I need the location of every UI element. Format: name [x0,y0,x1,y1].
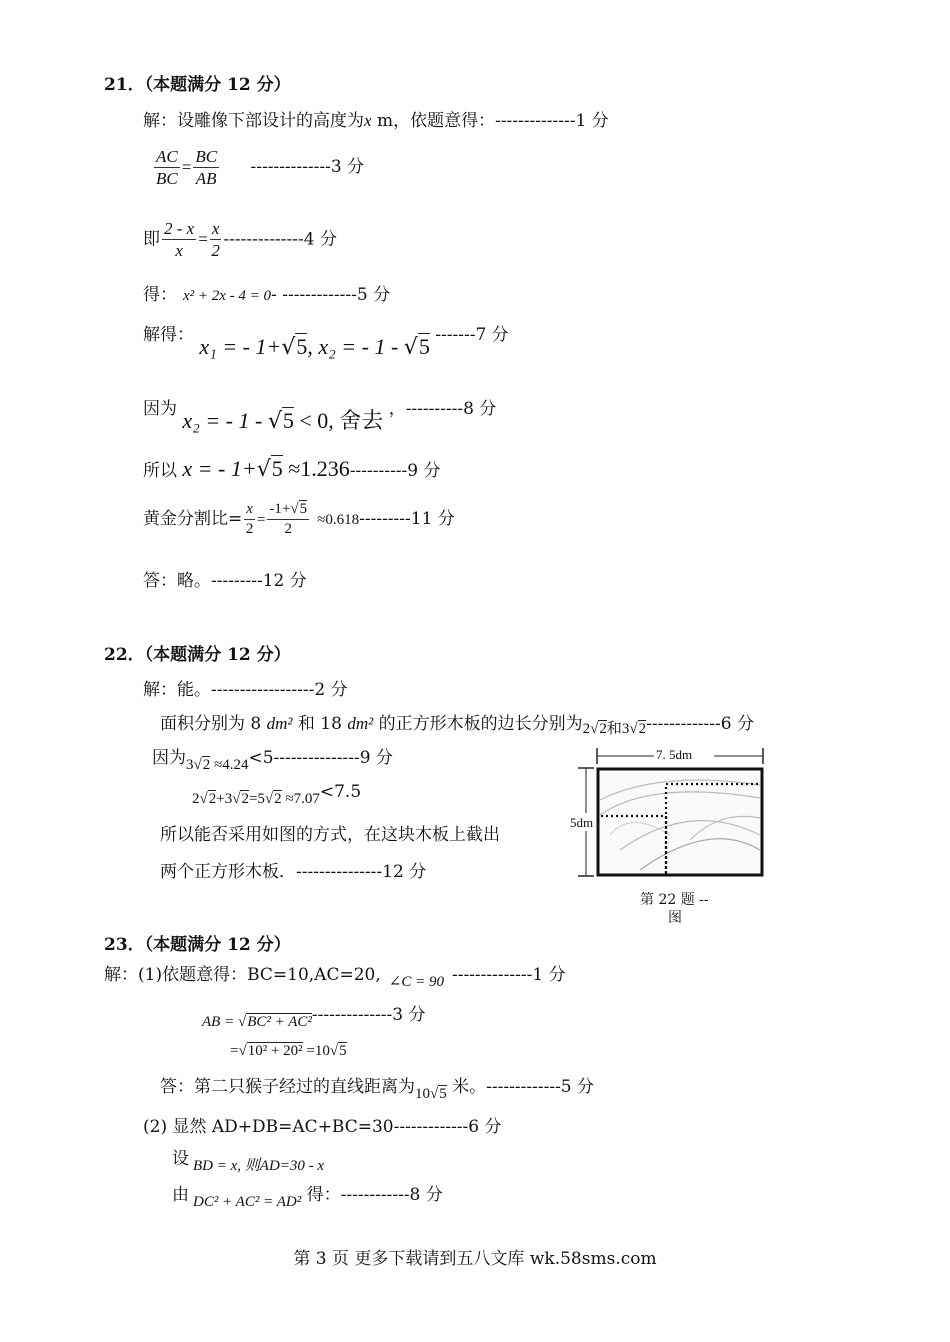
q21-eq2 [143,218,337,262]
q21-eq7-approx: ≈0.618 [317,511,360,528]
q21-eq6-score: ----------9 分 [349,461,441,481]
q21-eq1 [152,146,364,190]
q21-eq2-equals: = [198,229,208,249]
q23-line3-rad: 10² + 20² [247,1043,303,1059]
q23-line2: AB = √BC² + AC²--------------3 分 [202,1005,426,1030]
q22-line2-score: -------------6 分 [646,714,755,734]
q21-eq1-right-num: BC [193,146,219,168]
q23-line2-rad: BC² + AC² [247,1014,312,1030]
q21-eq5-rad: 5 [282,408,294,433]
q21-eq7-equals: = [256,511,266,528]
q22-line4-e: <7.5 [319,782,362,802]
q22-line1: 解：能。------------------2 分 [143,680,348,700]
q21-eq6: 所以 x = - 1+√5 ≈1.236----------9 分 [143,456,441,482]
q21-eq7-left-num: x [244,500,255,520]
q21-eq2-score: --------------4 分 [223,229,337,250]
q23-line7 [172,1180,443,1210]
q22-line3-rad: 2 [202,757,211,773]
q23-line1 [104,960,566,990]
q21-eq4-x2: , x₂ = - 1 - [307,334,404,359]
q21-eq4-rad1: 5 [296,334,308,359]
q21-eq2-right-den: 2 [211,241,220,261]
q23-line3-b: =10 [302,1043,330,1059]
q21-eq5-comma: ， [388,399,406,419]
q21-intro-text: 解：设雕像下部设计的高度为 [143,111,364,131]
figure-caption-1: 第 22 题 -- [640,892,709,908]
q22-line6: 两个正方形木板．---------------12 分 [160,862,427,882]
q21-intro-var: x [364,111,372,130]
q23-line1-angle: ∠C = 90 [388,974,444,990]
q23-line6-expr: BD = x, 则AD=30 - x [193,1158,325,1174]
q21-eq3-score: - -------------5 分 [271,285,391,305]
q21-intro [143,106,609,131]
q21-eq1-left-den: BC [156,169,178,189]
q21-eq4: 解得： x₁ = - 1+√5, x₂ = - 1 - √5 -------7 分 [143,325,509,360]
q23-line2-ab: AB = [202,1014,238,1030]
q23-line3: =√10² + 20² =10√5 [230,1043,347,1059]
q21-eq3-prefix: 得： [143,285,177,305]
q21-eq1-equals: = [181,157,192,177]
q22-line4-b: +3 [216,791,233,807]
q22-line3-k: 3 [186,757,194,773]
q23-line1-score: --------------1 分 [451,965,566,985]
q21-eq1-right-den: AB [195,169,217,189]
q22-line4-rc: 2 [274,791,282,807]
q22-figure [570,740,780,930]
q21-answer: 答：略。---------12 分 [143,571,307,591]
q22-line2-text-a: 面积分别为 8 [160,714,267,734]
q21-eq4-score: -------7 分 [435,325,509,345]
q21-eq5-prefix: 因为 [143,399,177,419]
q21-eq7: 黄金分割比= $\frac{x}{2}$ = $\frac{-1+√5}{2}$ ≈0.618---------11 分 [143,501,455,537]
q22-line3-approx: ≈4.24 [210,757,249,773]
q21-eq5-score: ----------8 分 [405,399,497,419]
q21-eq4-rad2: 5 [418,334,430,359]
q22-line2-unit-a: dm² [266,714,293,733]
q21-eq5-x2: x₂ = - 1 - [182,408,268,433]
q23-line7-score: 得：------------8 分 [301,1185,443,1205]
q22-line5: 所以能否采用如图的方式，在这块木板上截出 [160,825,500,845]
q21-eq5: 因为 x₂ = - 1 - √5 < 0, 舍去 ，----------8 分 [143,399,497,434]
q21-eq7-right-den: 2 [284,520,292,537]
q22-line3-rest: <5---------------9 分 [248,748,393,768]
page-footer: 第 3 页 更多下载请到五八文库 wk.58sms.com [293,1249,657,1269]
q21-eq4-x1: x₁ = - 1+ [199,334,282,359]
q23-line1-text: 解：(1)依题意得：BC=10,AC=20, [104,965,381,985]
q21-eq7-left-den: 2 [245,520,254,537]
q23-line6-prefix: 设 [172,1149,189,1169]
q22-line3-prefix: 因为 [152,748,186,768]
q21-eq6-rad: 5 [271,456,283,481]
q22-line4-rb: 2 [241,791,249,807]
q22-line2-unit-b: dm² [347,714,374,733]
q22-line3: 因为3√2 ≈4.24<5---------------9 分 [152,748,393,773]
q22-header: 22．（本题满分 12 分） [104,645,291,665]
q23-line6 [172,1144,325,1174]
q21-eq7-prefix: 黄金分割比= [143,508,243,529]
q23-line4-text: 答：第二只猴子经过的直线距离为 [160,1077,415,1097]
q21-eq2-left-den: x [175,241,183,261]
q21-eq5-rest: < 0, 舍去 [293,408,384,433]
q21-eq2-left-num: 2 - x [162,218,196,240]
q22-line4-c: =5 [248,791,265,807]
q23-line7-expr: DC² + AC² = AD² [193,1194,302,1210]
q23-line7-prefix: 由 [172,1185,189,1205]
q22-line2-and: 和 [606,721,622,737]
figure-width-label: 7. 5dm [656,747,693,762]
q21-eq6-approx: ≈1.236 [282,456,350,481]
q22-line2-k2: 3 [621,721,630,737]
q23-line4-rad: 5 [439,1086,447,1102]
q21-eq1-score: --------------3 分 [250,157,365,178]
q23-line4-rest: 米。-------------5 分 [446,1077,595,1097]
q23-line5: (2) 显然 AD+DB=AC+BC=30-------------6 分 [143,1117,502,1137]
q22-line4-d: ≈7.07 [281,791,320,807]
q21-eq6-x: x = - 1+ [182,456,257,481]
q21-eq7-score: ---------11 分 [359,508,455,529]
q22-line2-r1: 2 [599,721,607,737]
q23-line4-k: 10 [415,1086,430,1102]
q23-header: 23．（本题满分 12 分） [104,935,291,955]
q21-header: 21．（本题满分 12 分） [104,75,291,95]
q21-intro-score: m，依题意得：--------------1 分 [371,111,609,131]
q21-eq2-prefix: 即 [143,229,160,250]
q21-eq7-right-rad: 5 [299,501,308,517]
q22-line2-text-b: 和 18 [292,714,348,734]
q22-line4-a: 2 [192,791,200,807]
figure-caption-2: 图 [668,910,682,926]
q22-line2: 面积分别为 8 dm² 和 18 dm² 的正方形木板的边长分别为2√2和3√2-------------6 分 [160,714,755,737]
q23-line3-eq: = [230,1043,239,1059]
q22-line2-text-c: 的正方形木板的边长分别为 [373,714,583,734]
q21-eq1-left-num: AC [154,146,180,168]
q23-line3-rad2: 5 [339,1043,347,1059]
figure-height-label: 5dm [570,815,594,830]
q21-eq6-prefix: 所以 [143,461,177,481]
q21-eq3 [143,280,390,305]
q22-line2-k1: 2 [582,721,591,737]
q23-line4: 答：第二只猴子经过的直线距离为10√5 米。-------------5 分 [160,1077,595,1102]
q21-eq2-right-num: x [210,218,222,240]
q22-line4: 2√2+3√2=5√2 ≈7.07<7.5 [192,782,362,807]
q22-line4-ra: 2 [208,791,217,807]
q21-eq4-prefix: 解得： [143,325,194,345]
q22-line2-r2: 2 [638,721,647,737]
q21-eq7-right-num: -1+ [269,501,291,517]
q21-eq3-expr: x² + 2x - 4 = 0 [183,288,272,304]
q23-line2-score: --------------3 分 [311,1005,426,1025]
